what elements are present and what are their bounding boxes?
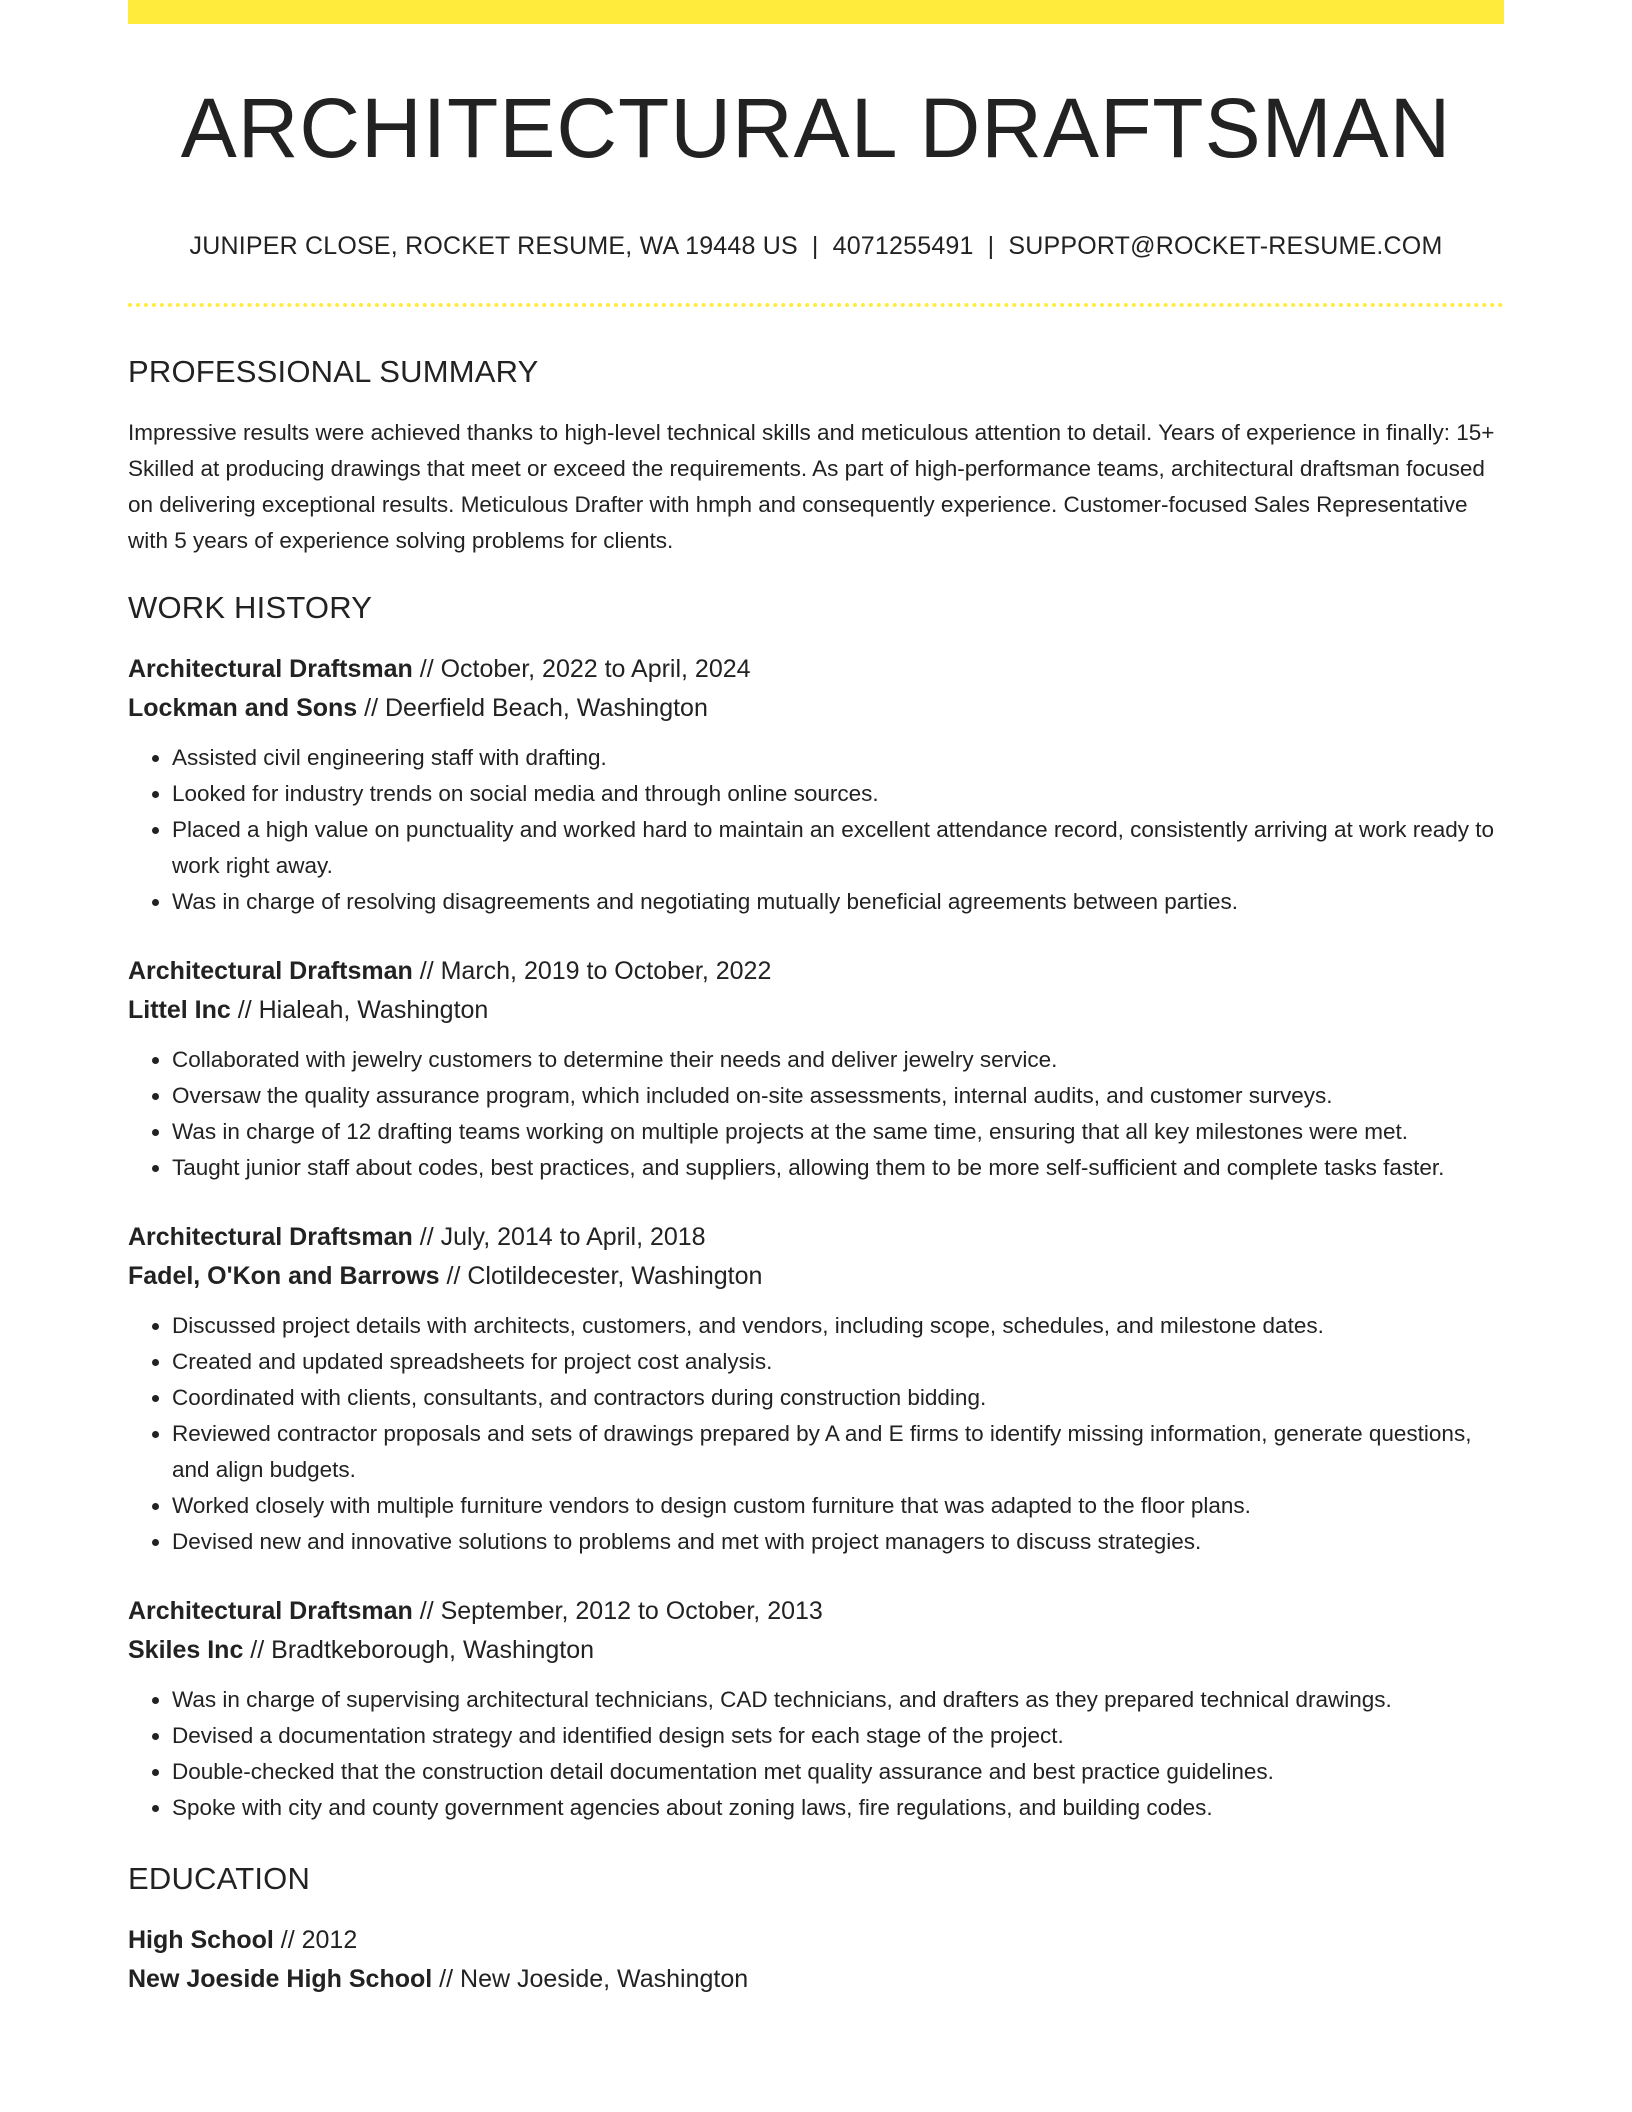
- section-heading-education: EDUCATION: [128, 1860, 311, 1896]
- job-location: // Bradtkeborough, Washington: [243, 1635, 595, 1664]
- job-title-line: [128, 1592, 1504, 1631]
- job-bullet: • Worked closely with multiple furniture vendors to design custom furniture that was adapted to the floor plans.: [172, 1488, 1504, 1524]
- summary-text: Impressive results were achieved thanks to high-level technical skills and meticulous attention to detail. Years of experience in finally: 15+ Skilled at producing drawings that meet or exceed the requirements. As part of high-performance teams, architectural draftsman focused on delivering exceptional results. Meticulous Drafter with hmph and consequently experience. Customer-focused Sales Representative with 5 years of experience solving problems for clients.: [128, 419, 1495, 553]
- accent-top-bar: [128, 0, 1504, 24]
- education-entry: [128, 1921, 1504, 1999]
- contact-line: [128, 232, 1504, 261]
- job-company: Fadel, O'Kon and Barrows: [128, 1261, 440, 1290]
- job-bullet: • Double-checked that the construction detail documentation met quality assurance and best practice guidelines.: [172, 1754, 1504, 1790]
- job-dates: // July, 2014 to April, 2018: [412, 1222, 706, 1251]
- job-company-line: [128, 1257, 1504, 1296]
- job-bullet: • Was in charge of 12 drafting teams working on multiple projects at the same time, ensuring that all key milestones were met.: [172, 1114, 1504, 1150]
- job-dates: // October, 2022 to April, 2024: [412, 654, 751, 683]
- job-bullet: • Spoke with city and county government agencies about zoning laws, fire regulations, and building codes.: [172, 1790, 1504, 1826]
- job-title: Architectural Draftsman: [128, 1222, 413, 1251]
- job-company: Littel Inc: [128, 995, 231, 1024]
- job-title-line: [128, 1218, 1504, 1257]
- job-bullet: • Was in charge of supervising architectural technicians, CAD technicians, and drafters as they prepared technical drawings.: [172, 1682, 1504, 1718]
- job-bullet: • Taught junior staff about codes, best practices, and suppliers, allowing them to be more self-sufficient and complete tasks faster.: [172, 1150, 1504, 1186]
- job-company-line: [128, 1631, 1504, 1670]
- job-entry: [128, 1592, 1504, 1826]
- job-company-line: [128, 991, 1504, 1030]
- job-title: Architectural Draftsman: [128, 1596, 413, 1625]
- section-heading-summary: PROFESSIONAL SUMMARY: [128, 354, 539, 390]
- job-bullets: [128, 1308, 1504, 1560]
- job-title-line: [128, 650, 1504, 689]
- job-entry: [128, 650, 1504, 920]
- job-bullet: • Oversaw the quality assurance program, which included on-site assessments, internal audits, and customer surveys.: [172, 1078, 1504, 1114]
- job-bullet: • Was in charge of resolving disagreements and negotiating mutually beneficial agreements between parties.: [172, 884, 1504, 920]
- education-year: // 2012: [273, 1925, 358, 1954]
- education-degree-line: [128, 1921, 1504, 1960]
- job-title: Architectural Draftsman: [128, 654, 413, 683]
- job-bullets: [128, 1682, 1504, 1826]
- dotted-divider: [128, 303, 1504, 307]
- job-bullets: [128, 740, 1504, 920]
- job-bullet: • Collaborated with jewelry customers to determine their needs and deliver jewelry service.: [172, 1042, 1504, 1078]
- job-location: // Clotildecester, Washington: [439, 1261, 763, 1290]
- job-dates: // March, 2019 to October, 2022: [412, 956, 772, 985]
- job-location: // Hialeah, Washington: [230, 995, 489, 1024]
- job-company-line: [128, 689, 1504, 728]
- contact-phone: 4071255491: [832, 232, 974, 261]
- contact-email[interactable]: SUPPORT@ROCKET-RESUME.COM: [1008, 232, 1443, 261]
- contact-separator: |: [987, 232, 995, 261]
- job-bullet: • Discussed project details with architects, customers, and vendors, including scope, schedules, and milestone dates.: [172, 1308, 1504, 1344]
- education-degree: High School: [128, 1925, 274, 1954]
- job-entry: [128, 1218, 1504, 1560]
- job-company: Lockman and Sons: [128, 693, 358, 722]
- education-school: New Joeside High School: [128, 1964, 433, 1993]
- job-location: // Deerfield Beach, Washington: [357, 693, 708, 722]
- education-location: // New Joeside, Washington: [432, 1964, 749, 1993]
- job-dates: // September, 2012 to October, 2013: [412, 1596, 823, 1625]
- resume-title: ARCHITECTURAL DRAFTSMAN: [180, 81, 1452, 175]
- job-company: Skiles Inc: [128, 1635, 244, 1664]
- job-bullet: • Placed a high value on punctuality and worked hard to maintain an excellent attendance record, consistently arriving at work ready to work right away.: [172, 812, 1504, 884]
- job-entry: [128, 952, 1504, 1186]
- job-title-line: [128, 952, 1504, 991]
- resume-page: [128, 0, 1504, 1999]
- education-school-line: [128, 1960, 1504, 1999]
- contact-address: JUNIPER CLOSE, ROCKET RESUME, WA 19448 US: [189, 232, 798, 261]
- job-bullet: • Created and updated spreadsheets for project cost analysis.: [172, 1344, 1504, 1380]
- job-bullet: • Assisted civil engineering staff with drafting.: [172, 740, 1504, 776]
- section-heading-work-history: WORK HISTORY: [128, 589, 373, 625]
- job-bullet: • Looked for industry trends on social media and through online sources.: [172, 776, 1504, 812]
- job-bullet: • Devised a documentation strategy and identified design sets for each stage of the project.: [172, 1718, 1504, 1754]
- job-bullet: • Reviewed contractor proposals and sets of drawings prepared by A and E firms to identify missing information, generate questions, and align budgets.: [172, 1416, 1504, 1488]
- job-bullet: • Devised new and innovative solutions to problems and met with project managers to discuss strategies.: [172, 1524, 1504, 1560]
- job-bullet: • Coordinated with clients, consultants, and contractors during construction bidding.: [172, 1380, 1504, 1416]
- job-bullets: [128, 1042, 1504, 1186]
- job-title: Architectural Draftsman: [128, 956, 413, 985]
- contact-separator: |: [811, 232, 819, 261]
